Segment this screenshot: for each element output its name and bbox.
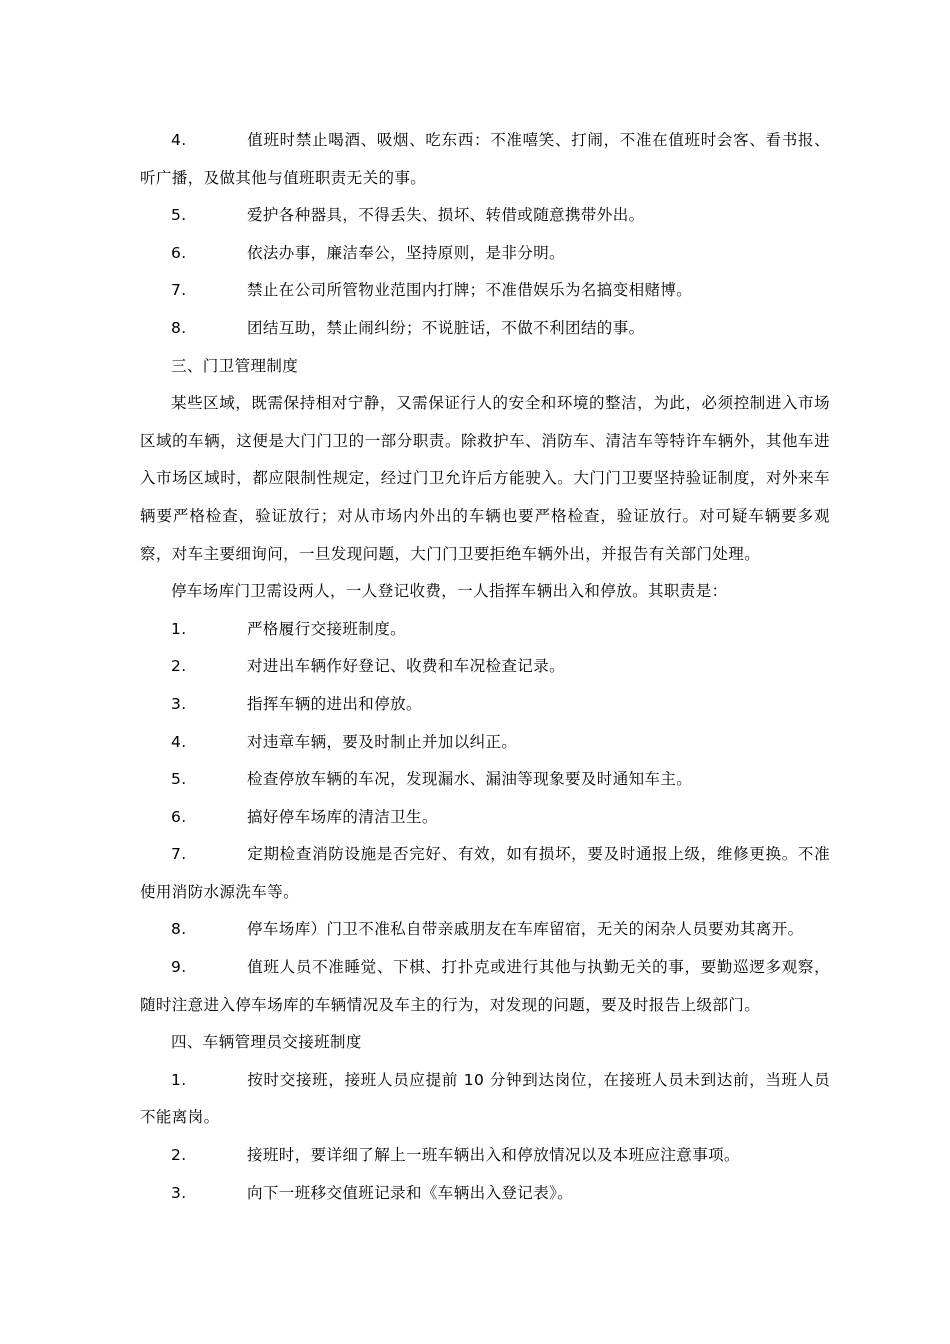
list-item <box>140 761 830 799</box>
list-item <box>140 836 830 911</box>
item-text: 爱护各种器具，不得丢失、损坏、转借或随意携带外出。 <box>247 206 645 225</box>
item-text: 向下一班移交值班记录和《车辆出入登记表》。 <box>247 1183 574 1202</box>
item-text: 团结互助，禁止闹纠纷；不说脏话，不做不利团结的事。 <box>247 318 645 337</box>
item-number: 2. <box>171 657 187 676</box>
section-heading: 四、车辆管理员交接班制度 <box>171 1033 362 1052</box>
item-text: 搞好停车场库的清洁卫生。 <box>247 807 438 826</box>
item-number: 6. <box>171 807 187 826</box>
item-number: 7. <box>171 281 187 300</box>
item-number: 6. <box>171 243 187 262</box>
item-number: 1. <box>171 1070 187 1089</box>
list-item <box>140 272 830 310</box>
body-paragraph: 某些区域，既需保持相对宁静，又需保证行人的安全和环境的整洁，为此，必须控制进入市场区域的车辆，这便是大门门卫的一部分职责。除救护车、消防车、清洁车等特许车辆外，其他车进入市场区域时，都应限制性规定，经过门卫允许后方能驶入。大门门卫要坚持验证制度，对外来车辆要严格检查，验证放行；对从市场内外出的车辆也要严格检查，验证放行。对可疑车辆要多观察，对车主要细询问，一旦发现问题，大门门卫要拒绝车辆外出，并报告有关部门处理。 <box>140 394 830 563</box>
item-text: 依法办事，廉洁奉公，坚持原则，是非分明。 <box>247 243 566 262</box>
list-item <box>140 1062 830 1137</box>
item-text: 定期检查消防设施是否完好、有效，如有损坏，要及时通报上级，维修更换。不准使用消防水源洗车等。 <box>140 845 830 901</box>
list-item <box>140 310 830 348</box>
item-text: 禁止在公司所管物业范围内打牌；不准借娱乐为名搞变相赌博。 <box>247 281 693 300</box>
item-number: 4. <box>171 131 187 149</box>
item-number: 1. <box>171 619 187 638</box>
item-text: 停车场库）门卫不准私自带亲戚朋友在车库留宿，无关的闲杂人员要劝其离开。 <box>247 920 804 939</box>
list-item <box>140 1175 830 1213</box>
item-number: 8. <box>171 920 187 939</box>
item-number: 3. <box>171 1183 187 1202</box>
item-text: 对进出车辆作好登记、收费和车况检查记录。 <box>247 657 566 676</box>
item-number: 5. <box>171 206 187 225</box>
item-number: 4. <box>171 732 187 751</box>
item-text: 值班人员不准睡觉、下棋、打扑克或进行其他与执勤无关的事，要勤巡逻多观察，随时注意进入停车场库的车辆情况及车主的行为，对发现的问题，要及时报告上级部门。 <box>140 958 830 1014</box>
item-text: 按时交接班，接班人员应提前 10 分钟到达岗位，在接班人员未到达前，当班人员不能离岗。 <box>140 1070 830 1127</box>
list-item <box>140 197 830 235</box>
item-text: 检查停放车辆的车况，发现漏水、漏油等现象要及时通知车主。 <box>247 770 693 789</box>
list-item <box>140 911 830 949</box>
item-number: 3. <box>171 694 187 713</box>
item-number: 5. <box>171 770 187 789</box>
item-text: 严格履行交接班制度。 <box>247 619 407 638</box>
body-paragraph: 停车场库门卫需设两人，一人登记收费，一人指挥车辆出入和停放。其职责是： <box>171 582 728 601</box>
list-item <box>140 799 830 837</box>
list-item <box>140 611 830 649</box>
list-item <box>140 122 830 197</box>
list-item <box>140 949 830 1024</box>
item-number: 9. <box>171 958 187 977</box>
item-text: 指挥车辆的进出和停放。 <box>247 694 422 713</box>
item-number: 7. <box>171 845 187 864</box>
item-number: 8. <box>171 318 187 337</box>
item-text: 值班时禁止喝酒、吸烟、吃东西：不准嘻笑、打闹，不准在值班时会客、看书报、听广播，及做其他与值班职责无关的事。 <box>140 131 830 187</box>
section-heading: 三、门卫管理制度 <box>171 356 299 375</box>
list-item <box>140 724 830 762</box>
item-text: 接班时，要详细了解上一班车辆出入和停放情况以及本班应注意事项。 <box>247 1146 740 1165</box>
item-text: 对违章车辆，要及时制止并加以纠正。 <box>247 732 518 751</box>
list-item <box>140 686 830 724</box>
list-item <box>140 235 830 273</box>
document-body <box>140 122 830 1212</box>
list-item <box>140 1137 830 1175</box>
item-number: 2. <box>171 1146 187 1165</box>
list-item <box>140 648 830 686</box>
